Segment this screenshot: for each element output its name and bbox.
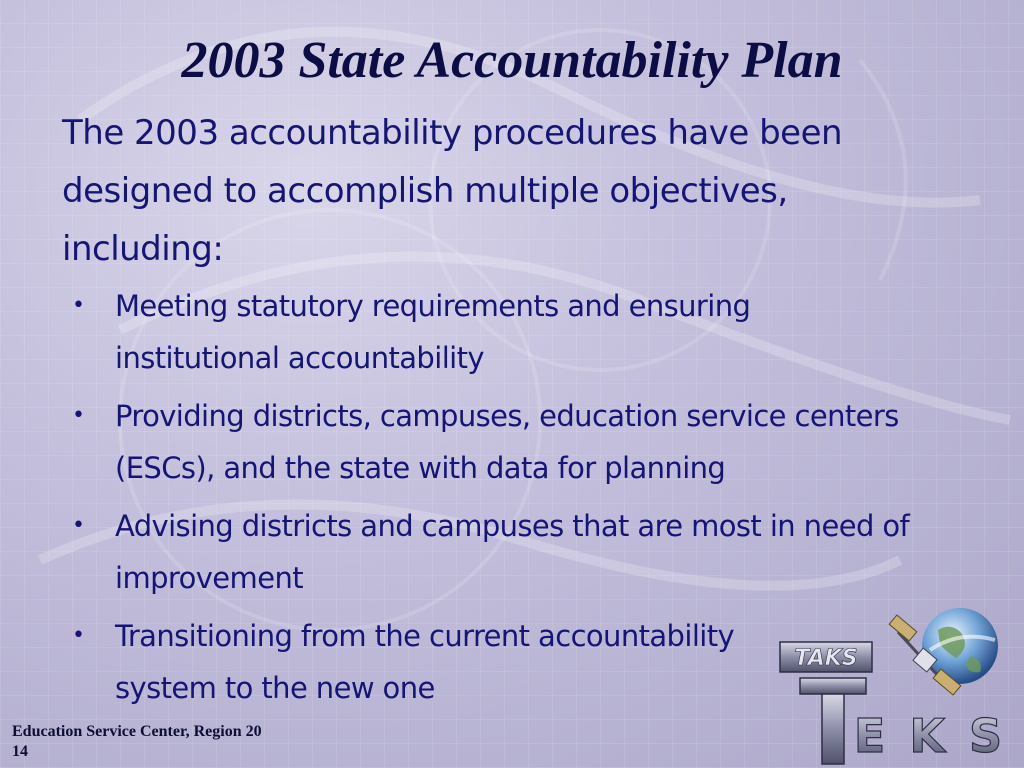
slide-footer [12,722,262,762]
teks-word-mark [800,678,1006,764]
footer-organization: Education Service Center, Region 20 [12,723,262,740]
bullet-item [72,500,992,604]
bullet-marker: • [72,623,85,648]
bullet-text: Advising districts and campuses that are most in need of improvement [115,509,910,595]
bullet-text: Transitioning from the current accountability system to the new one [115,619,735,705]
bullet-marker: • [72,513,85,538]
taks-teks-logo [770,600,1024,768]
svg-text:TAKS: TAKS [794,646,858,671]
bullet-item [72,390,992,494]
bullet-text: Meeting statutory requirements and ensuring institutional accountability [115,289,751,375]
taks-word-badge [780,642,872,672]
bullet-text: Providing districts, campuses, education service centers (ESCs), and the state with data for planning [115,399,899,485]
intro-paragraph: The 2003 accountability procedures have been designed to accomplish multiple objectives, including: [62,113,843,269]
page-number: 14 [12,743,28,760]
bullet-marker: • [72,293,85,318]
bullet-item [72,280,992,384]
slide-title: 2003 State Accountability Plan [181,32,843,89]
svg-text:E K S: E K S [853,709,1007,763]
bullet-marker: • [72,403,85,428]
